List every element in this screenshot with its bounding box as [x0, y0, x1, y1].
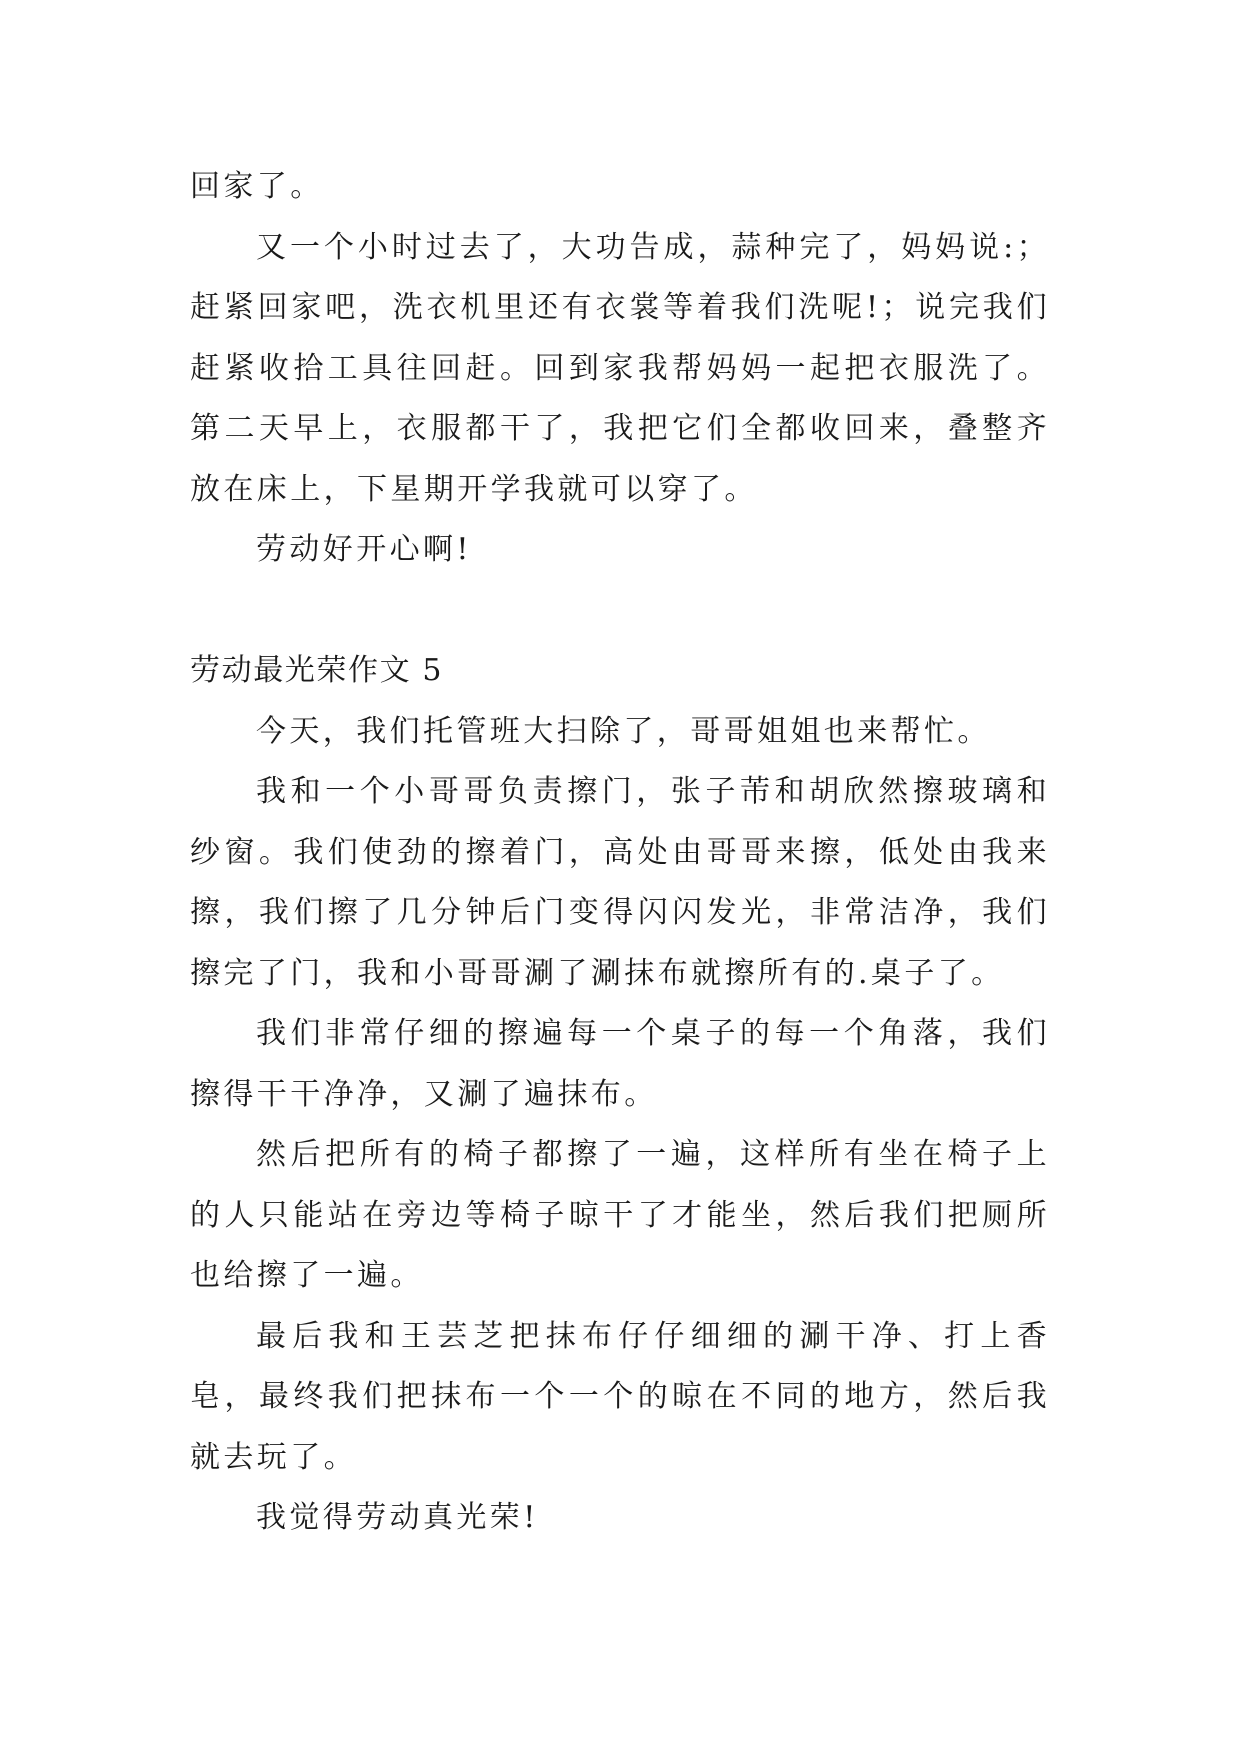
paragraph: 然后把所有的椅子都擦了一遍，这样所有坐在椅子上的人只能站在旁边等椅子晾干了才能坐，然后我们把厕所也给擦了一遍。	[190, 1137, 1050, 1293]
paragraph: 我觉得劳动真光荣!	[256, 1500, 539, 1535]
paragraph: 今天，我们托管班大扫除了，哥哥姐姐也来帮忙。	[256, 713, 991, 749]
paragraph: 我和一个小哥哥负责擦门，张子芾和胡欣然擦玻璃和纱窗。我们使劲的擦着门，高处由哥哥来擦，低处由我来擦，我们擦了几分钟后门变得闪闪发光，非常洁净，我们擦完了门，我和小哥哥涮了涮抹布就擦所有的.桌子了。	[190, 774, 1050, 991]
paragraph: 又一个小时过去了，大功告成，蒜种完了，妈妈说:；赶紧回家吧，洗衣机里还有衣裳等着我们洗呢!；说完我们赶紧收拾工具往回赶。回到家我帮妈妈一起把衣服洗了。第二天早上，衣服都干了，我把它们全都收回来，叠整齐放在床上，下星期开学我就可以穿了。	[190, 229, 1050, 507]
continued-paragraph: 回家了。	[190, 169, 324, 204]
paragraph: 最后我和王芸芝把抹布仔仔细细的涮干净、打上香皂，最终我们把抹布一个一个的晾在不同的地方，然后我就去玩了。	[190, 1318, 1050, 1475]
section-spacer	[190, 581, 1050, 642]
document-body	[190, 157, 1050, 1549]
section-title: 劳动最光荣作文 5	[190, 653, 444, 688]
paragraph: 劳动好开心啊!	[256, 532, 472, 567]
paragraph: 我们非常仔细的擦遍每一个桌子的每一个角落，我们擦得干干净净，又涮了遍抹布。	[190, 1016, 1050, 1112]
